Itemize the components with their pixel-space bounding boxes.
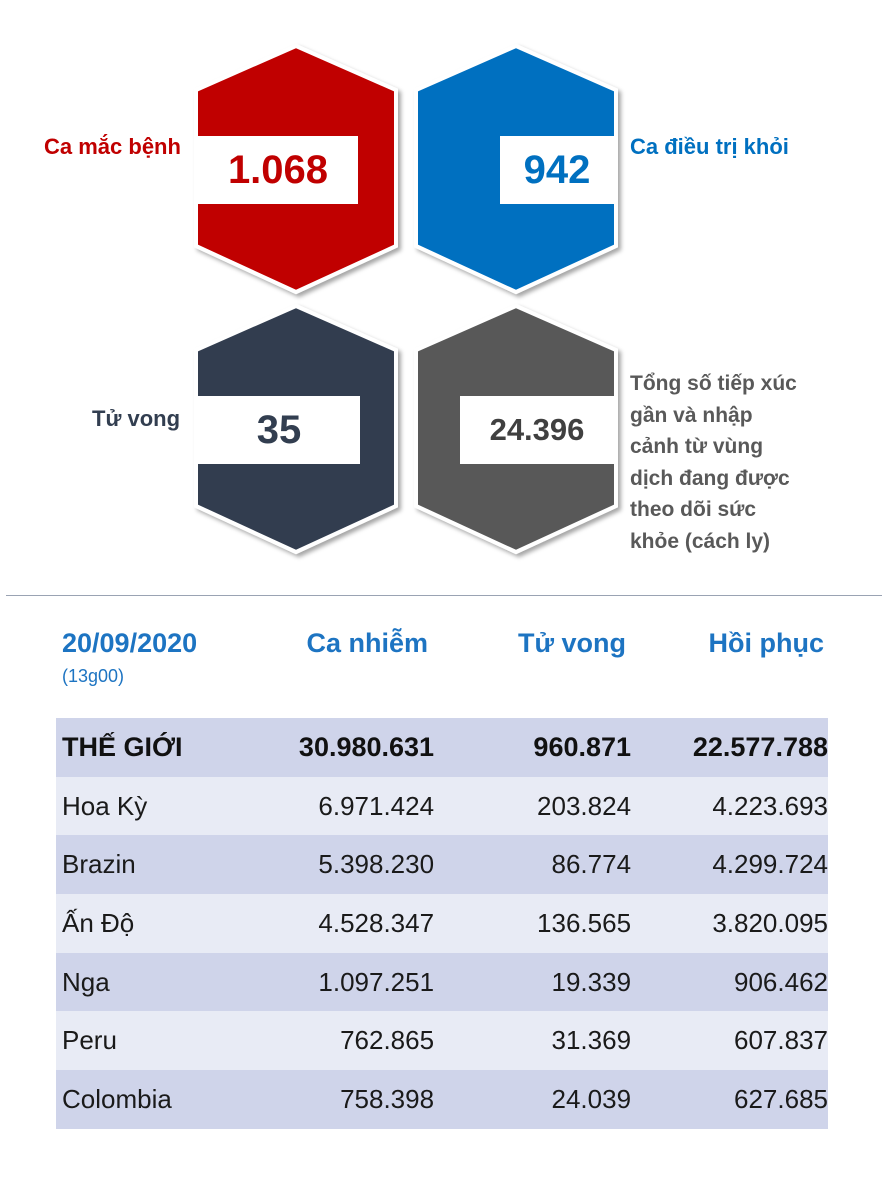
cases-value: 1.068 <box>198 136 358 204</box>
country-name: Ấn Độ <box>62 907 135 938</box>
header-deaths: Tử vong <box>517 628 626 658</box>
country-name: THẾ GIỚI <box>62 731 183 762</box>
table-row <box>56 777 828 836</box>
stats-table <box>56 718 828 1129</box>
table-time: (13g00) <box>62 666 125 686</box>
cases-cell: 1.097.251 <box>318 966 435 997</box>
country-name: Nga <box>62 966 110 997</box>
cases-cell: 758.398 <box>340 1083 435 1114</box>
recovered-cell: 4.223.693 <box>712 790 828 821</box>
country-name: Hoa Kỳ <box>62 790 148 821</box>
table-row <box>56 894 828 953</box>
recovered-cell: 906.462 <box>734 966 828 997</box>
table-row <box>56 835 828 894</box>
table-row <box>56 718 828 777</box>
cases-cell: 30.980.631 <box>298 731 435 762</box>
country-name: Colombia <box>62 1083 172 1114</box>
cases-cell: 5.398.230 <box>318 849 435 880</box>
quarantine-value: 24.396 <box>460 396 614 464</box>
deaths-value: 35 <box>198 396 360 464</box>
cases-label: Ca mắc bệnh <box>44 134 181 159</box>
deaths-cell: 203.824 <box>537 790 632 821</box>
quarantine-label: Tổng số tiếp xúc gần và nhập cảnh từ vùng dịch đang được theo dõi sức khỏe (cách ly) <box>630 372 797 553</box>
deaths-label: Tử vong <box>92 406 181 431</box>
deaths-cell: 19.339 <box>551 966 632 997</box>
section-divider <box>6 595 882 596</box>
deaths-cell: 136.565 <box>537 907 632 938</box>
recovered-cell: 4.299.724 <box>712 849 828 880</box>
deaths-cell: 31.369 <box>551 1025 632 1056</box>
cases-cell: 6.971.424 <box>318 790 435 821</box>
recovered-cell: 22.577.788 <box>692 731 828 762</box>
header-cases: Ca nhiễm <box>306 628 428 658</box>
table-row <box>56 1011 828 1070</box>
deaths-cell: 960.871 <box>533 731 632 762</box>
country-name: Brazin <box>62 849 136 880</box>
header-recovered: Hồi phục <box>708 628 824 658</box>
deaths-cell: 24.039 <box>551 1083 632 1114</box>
deaths-cell: 86.774 <box>551 849 632 880</box>
country-name: Peru <box>62 1025 117 1056</box>
recovered-cell: 607.837 <box>734 1025 828 1056</box>
recovered-value: 942 <box>500 136 614 204</box>
table-date: 20/09/2020 <box>62 628 198 658</box>
recovered-cell: 3.820.095 <box>712 907 828 938</box>
recovered-label: Ca điều trị khỏi <box>630 134 789 159</box>
table-row <box>56 953 828 1012</box>
table-row <box>56 1070 828 1129</box>
cases-cell: 4.528.347 <box>318 907 435 938</box>
recovered-cell: 627.685 <box>734 1083 828 1114</box>
cases-cell: 762.865 <box>340 1025 435 1056</box>
